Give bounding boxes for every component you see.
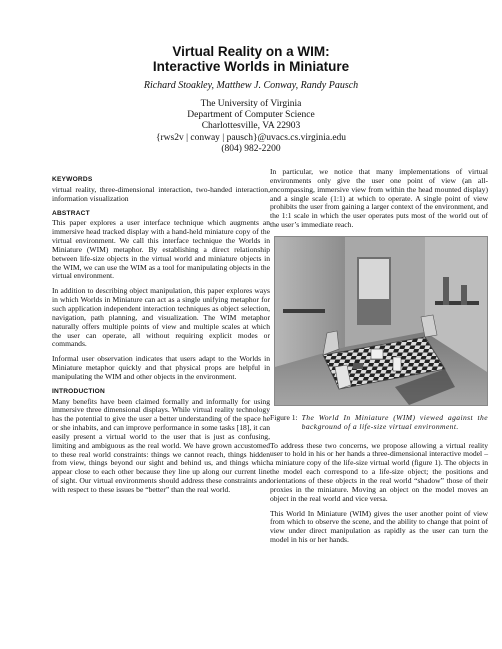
title-line-1: Virtual Reality on a WIM: xyxy=(172,44,330,59)
figure-caption-text: The World In Miniature (WIM) viewed against the background of a life-size virtual environment. xyxy=(301,412,488,431)
paper-title xyxy=(0,44,502,74)
abstract-heading: ABSTRACT xyxy=(52,209,90,217)
authors: Richard Stoakley, Matthew J. Conway, Randy Pausch xyxy=(143,80,359,91)
affiliation-address: Charlottesville, VA 22903 xyxy=(201,121,301,132)
introduction-paragraph-1: Many benefits have been claimed formally and informally for using immersive three dimensional displays. While virtual reality technology has the potential to give the user a better understanding of the space he or she inhabits, and can improve performance in some tasks [18], it can easily present a virtual world to the user that is just as confusing, limiting and ambiguous as the real world. We have grown accustomed to these real world constraints: things we cannot reach, things hidden from view, things beyond our sight and behind us, and things which appear close to each other because they line up along our current line of sight. Our virtual environments should address these constraints and with respect to these issues be “better” than the real world. xyxy=(52,396,270,494)
figure-label: Figure 1: xyxy=(270,412,298,422)
affiliation-department: Department of Computer Science xyxy=(187,110,315,121)
introduction-paragraph-2: In particular, we notice that many implementations of virtual environments only give the user one point of view (an all-encompassing, immersive view from within the head mounted display) and a single scale (1:1) at which to operate. A single point of view prohibits the user from gaining a larger context of the environment, and the 1:1 scale in which the user operates puts most of the world out of the user’s immediate reach. xyxy=(270,167,488,230)
figure-1-image xyxy=(274,236,488,406)
affiliation-email: {rws2v | conway | pausch}@uvacs.cs.virginia.edu xyxy=(155,132,347,143)
right-column xyxy=(270,168,488,551)
affiliation-block xyxy=(0,99,502,155)
keywords-heading: KEYWORDS xyxy=(52,176,93,183)
affiliation-phone: (804) 982-2200 xyxy=(221,143,281,154)
keywords-text: virtual reality, three-dimensional interaction, two-handed interaction, information visualization xyxy=(52,184,270,203)
abstract-paragraph-1: This paper explores a user interface technique which augments an immersive head tracked display with a hand-held miniature copy of the virtual environment. We call this interface technique the Worlds in Miniature (WIM) metaphor. By establishing a direct relationship between life-size objects in the virtual world and miniature objects in the WIM, we can use the WIM as a tool for manipulating objects in the virtual environment. xyxy=(52,218,270,281)
figure-1-caption xyxy=(270,414,488,432)
left-column xyxy=(52,176,270,501)
affiliation-university: The University of Virginia xyxy=(200,99,302,109)
introduction-heading: INTRODUCTION xyxy=(52,387,105,395)
abstract-paragraph-2: In addition to describing object manipulation, this paper explores ways in which Worlds in Miniature can act as a single unifying metaphor for such application independent interaction techniques as object selection, navigation, path planning, and visualization. The WIM metaphor naturally offers multiple points of view and multiple scales at which the user can operate, all without requiring explicit modes or commands. xyxy=(52,286,270,349)
title-line-2: Interactive Worlds in Miniature xyxy=(152,59,350,74)
abstract-paragraph-3: Informal user observation indicates that users adapt to the Worlds in Miniature metaphor quickly and that physical props are helpful in manipulating the WIM and other objects in the environment. xyxy=(52,354,270,381)
body-paragraph-2: This World In Miniature (WIM) gives the user another point of view from which to observe the scene, and the ability to change that point of view under direct manipulation as rapidly as the user can turn the model in his or her hands. xyxy=(270,508,488,545)
body-paragraph-1: To address these two concerns, we propose allowing a virtual reality user to hold in his or her hands a three-dimensional interactive model – a miniature copy of the life-size virtual world (figure 1). The objects in the model each correspond to a life-size object; the positions and orientations of these objects in the real world “shadow” those of their proxies in the miniature. Moving an object on the model moves an object in the real world and vice versa. xyxy=(270,440,488,503)
